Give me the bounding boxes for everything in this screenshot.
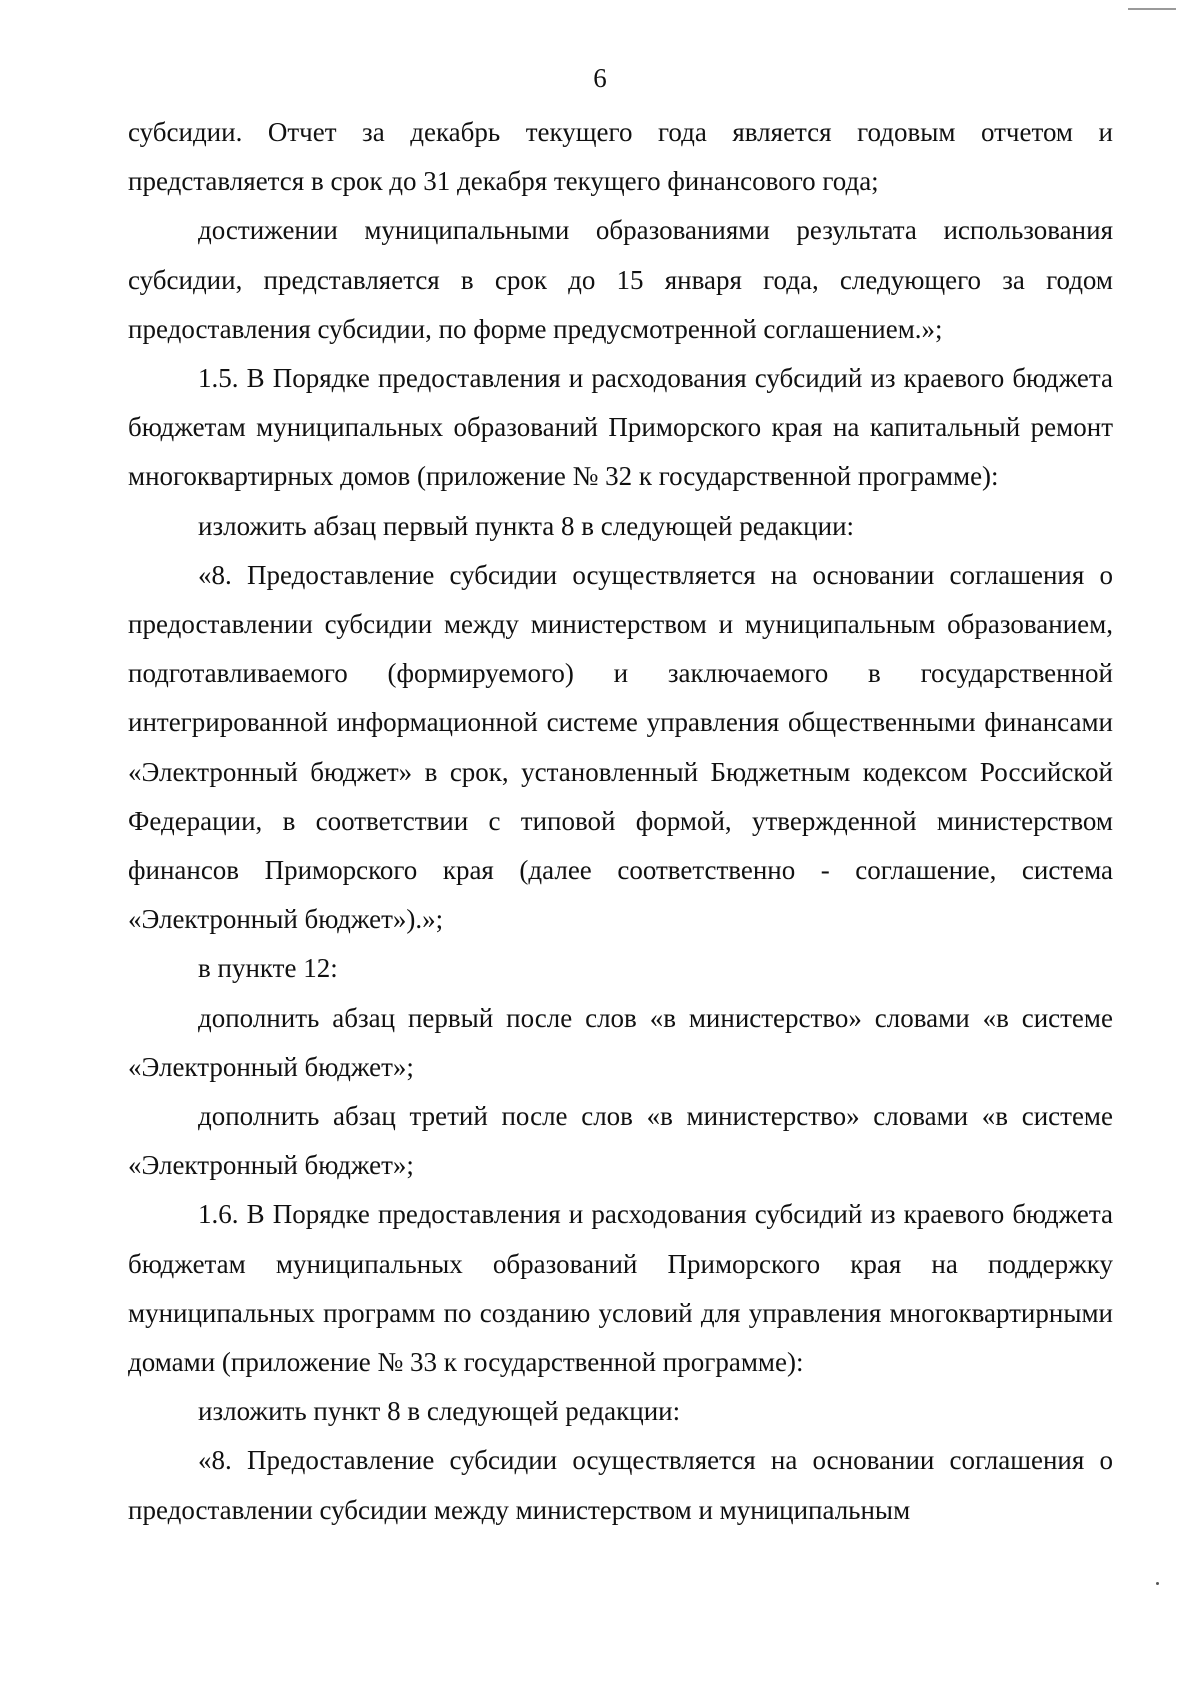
- paragraph-item-1-6: 1.6. В Порядке предоставления и расходования субсидий из краевого бюджета бюджетам муниципальных образований Приморского края на поддержку муниципальных программ по созданию условий для управления многоквартирными домами (приложение № 33 к государственной программе):: [128, 1199, 1113, 1378]
- paragraph-amend-item-8-second: изложить пункт 8 в следующей редакции:: [198, 1396, 681, 1427]
- paragraph-continuation: субсидии. Отчет за декабрь текущего года является годовым отчетом и представляется в срок до 31 декабря текущего финансового года;: [128, 117, 1113, 197]
- paragraph-amend-third: дополнить абзац третий после слов «в министерство» словами «в системе «Электронный бюджет»;: [128, 1101, 1113, 1181]
- document-body: [128, 108, 1113, 1535]
- corner-scan-mark: [1128, 8, 1176, 10]
- paragraph-item-12: в пункте 12:: [198, 953, 338, 984]
- paragraph-result-report: достижении муниципальными образованиями результата использования субсидии, представляется в срок до 15 января года, следующего за годом предоставления субсидии, по форме предусмотренной соглашением.»;: [128, 215, 1113, 344]
- paragraph-amend-item-8: изложить абзац первый пункта 8 в следующей редакции:: [198, 510, 855, 541]
- scan-dot-mark: [1156, 1582, 1159, 1585]
- paragraph-item-8-text: «8. Предоставление субсидии осуществляется на основании соглашения о предоставлении субсидии между министерством и муниципальным образованием, подготавливаемого (формируемого) и заключаемого в государственной интегрированной информационной системе управления общественными финансами «Электронный бюджет» в срок, установленный Бюджетным кодексом Российской Федерации, в соответствии с типовой формой, утвержденной министерством финансов Приморского края (далее соответственно - соглашение, система «Электронный бюджет»).»;: [128, 559, 1113, 935]
- paragraph-amend-first: дополнить абзац первый после слов «в министерство» словами «в системе «Электронный бюджет»;: [128, 1002, 1113, 1082]
- paragraph-item-1-5: 1.5. В Порядке предоставления и расходования субсидий из краевого бюджета бюджетам муниципальных образований Приморского края на капитальный ремонт многоквартирных домов (приложение № 32 к государственной программе):: [128, 363, 1113, 492]
- paragraph-item-8-text-second: «8. Предоставление субсидии осуществляется на основании соглашения о предоставлении субсидии между министерством и муниципальным: [128, 1445, 1113, 1525]
- page-number: 6: [593, 63, 607, 93]
